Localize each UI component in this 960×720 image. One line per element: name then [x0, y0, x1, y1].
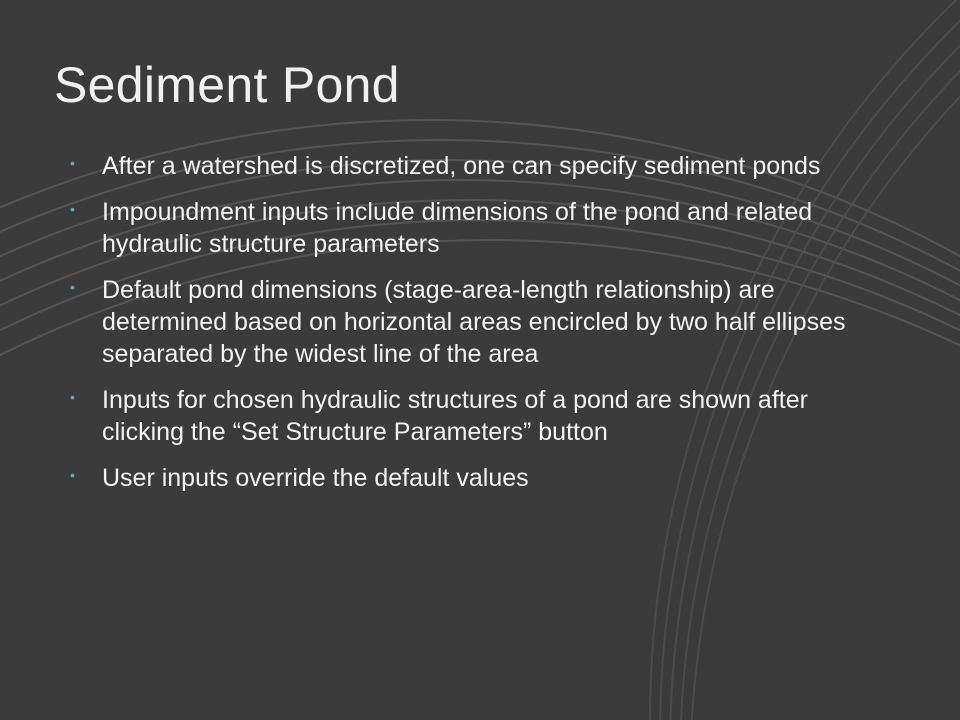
bullet-item [60, 462, 860, 494]
bullet-item [60, 384, 860, 448]
bullet-dot-icon: • [70, 467, 75, 483]
bullet-list [60, 150, 860, 508]
bullet-text: Inputs for chosen hydraulic structures of a pond are shown after clicking the “Set Structure Parameters” button [102, 386, 808, 446]
bullet-dot-icon: • [70, 279, 75, 295]
bullet-text: Impoundment inputs include dimensions of the pond and related hydraulic structure parameters [102, 198, 813, 258]
bullet-dot-icon: • [70, 201, 75, 217]
bullet-text: Default pond dimensions (stage-area-length relationship) are determined based on horizontal areas encircled by two half ellipses separated by the widest line of the area [102, 276, 846, 368]
bullet-item [60, 196, 860, 260]
bullet-text: After a watershed is discretized, one can specify sediment ponds [102, 152, 821, 180]
bullet-dot-icon: • [70, 155, 75, 171]
bullet-dot-icon: • [70, 389, 75, 405]
bullet-text: User inputs override the default values [102, 464, 529, 492]
bullet-item [60, 150, 860, 182]
slide-title: Sediment Pond [54, 57, 400, 113]
bullet-item [60, 274, 860, 370]
